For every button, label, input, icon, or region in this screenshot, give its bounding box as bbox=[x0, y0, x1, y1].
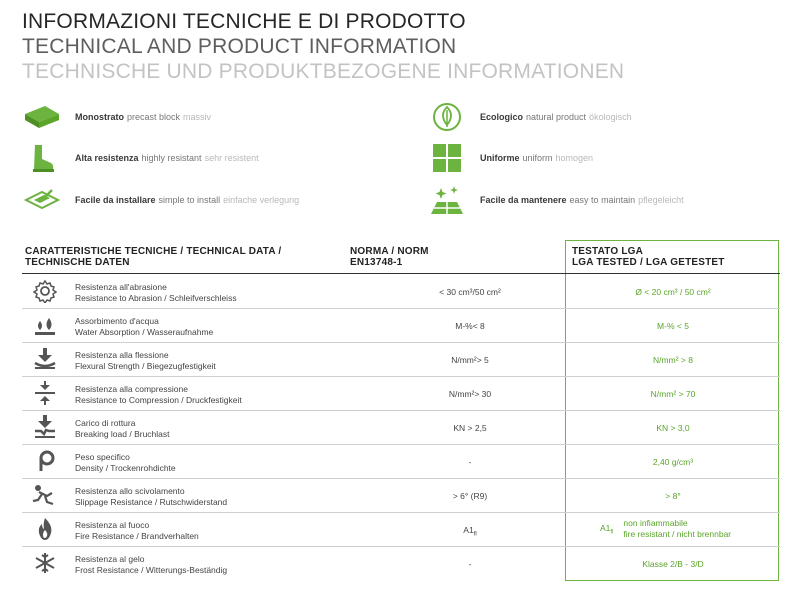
table-row bbox=[22, 478, 780, 513]
row-label: Carico di rottura Breaking load / Bruchlast bbox=[75, 418, 170, 439]
norm-value: - bbox=[468, 457, 472, 467]
feature-facile-installare: Facile da installare simple to install einfache verlegung bbox=[22, 185, 299, 215]
norm-value: KN > 2,5 bbox=[453, 423, 487, 433]
flame-icon bbox=[32, 517, 58, 541]
norm-value: < 30 cm³/50 cm² bbox=[439, 287, 501, 297]
lga-value: Klasse 2/B - 3/D bbox=[642, 559, 704, 569]
trowel-icon bbox=[22, 185, 62, 215]
title-english: TECHNICAL AND PRODUCT INFORMATION bbox=[22, 35, 457, 58]
table-row bbox=[22, 376, 780, 411]
lga-value: KN > 3,0 bbox=[656, 423, 690, 433]
table-row bbox=[22, 512, 780, 547]
norm-value: N/mm²> 5 bbox=[451, 355, 489, 365]
table-row bbox=[22, 342, 780, 377]
feature-monostrato: Monostrato precast block massiv bbox=[22, 102, 211, 132]
row-label: Resistenza alla compressione Resistance to Compression / Druckfestigkeit bbox=[75, 384, 242, 405]
feature-facile-mantenere: Facile da mantenere easy to maintain pflegeleicht bbox=[427, 185, 684, 215]
leaf-icon bbox=[427, 102, 467, 132]
header-lga: TESTATO LGA LGA TESTED / LGA GETESTET bbox=[572, 246, 725, 268]
title-italian: INFORMAZIONI TECNICHE E DI PRODOTTO bbox=[22, 10, 466, 33]
lga-value: $A1_{fl}$ non infiammabile fire resistant / nicht brennbar bbox=[600, 518, 732, 539]
norm-value: - bbox=[468, 559, 472, 569]
table-row bbox=[22, 546, 780, 580]
flexion-arrow-icon bbox=[32, 347, 58, 371]
feature-ecologico: Ecologico natural product ökologisch bbox=[427, 102, 632, 132]
row-label: Resistenza alla flessione Flexural Strength / Biegezugfestigkeit bbox=[75, 350, 216, 371]
table-row bbox=[22, 444, 780, 479]
compression-arrows-icon bbox=[32, 381, 58, 405]
row-label: Peso specifico Density / Trockenrohdichte bbox=[75, 452, 176, 473]
feature-uniforme: Uniforme uniform homogen bbox=[427, 143, 593, 173]
lga-value: M-% < 5 bbox=[657, 321, 689, 331]
row-label: Assorbimento d'acqua Water Absorption / Wasseraufnahme bbox=[75, 316, 214, 337]
header-norm: NORMA / NORM EN13748-1 bbox=[350, 246, 429, 268]
title-block bbox=[22, 9, 624, 84]
feature-alta-resistenza: Alta resistenza highly resistant sehr resistent bbox=[22, 143, 259, 173]
norm-value: M-%< 8 bbox=[455, 321, 485, 331]
lga-value: > 8° bbox=[665, 491, 681, 501]
norm-value: > 6° (R9) bbox=[452, 491, 488, 501]
water-drops-icon bbox=[32, 313, 58, 337]
gear-icon bbox=[32, 279, 58, 303]
row-label: Resistenza al fuoco Fire Resistance / Brandverhalten bbox=[75, 520, 199, 541]
header-characteristics: CARATTERISTICHE TECNICHE / TECHNICAL DATA / TECHNISCHE DATEN bbox=[25, 246, 282, 268]
breaking-load-icon bbox=[32, 415, 58, 439]
lga-value: 2,40 g/cm³ bbox=[652, 457, 694, 467]
table-row bbox=[22, 308, 780, 343]
snowflake-icon bbox=[32, 551, 58, 575]
block-icon bbox=[22, 102, 62, 132]
rho-icon bbox=[32, 449, 58, 473]
row-label: Resistenza all'abrasione Resistance to Abrasion / Schleifverschleiss bbox=[75, 282, 237, 303]
row-label: Resistenza al gelo Frost Resistance / Witterungs-Beständig bbox=[75, 554, 228, 575]
lga-value: Ø < 20 cm³ / 50 cm² bbox=[635, 287, 711, 297]
row-label: Resistenza allo scivolamento Slippage Resistance / Rutschwiderstand bbox=[75, 486, 228, 507]
sparkle-tiles-icon bbox=[427, 185, 467, 215]
norm-value: $A1_{fl}$ bbox=[463, 525, 477, 538]
lga-value: N/mm² > 8 bbox=[653, 355, 693, 365]
slip-icon bbox=[32, 483, 58, 507]
table-row bbox=[22, 410, 780, 445]
squares-icon bbox=[427, 143, 467, 173]
lga-value: N/mm² > 70 bbox=[650, 389, 696, 399]
norm-value: N/mm²> 30 bbox=[448, 389, 492, 399]
boot-icon bbox=[22, 143, 62, 173]
title-german: TECHNISCHE UND PRODUKTBEZOGENE INFORMATIONEN bbox=[22, 60, 625, 83]
table-row bbox=[22, 274, 780, 309]
